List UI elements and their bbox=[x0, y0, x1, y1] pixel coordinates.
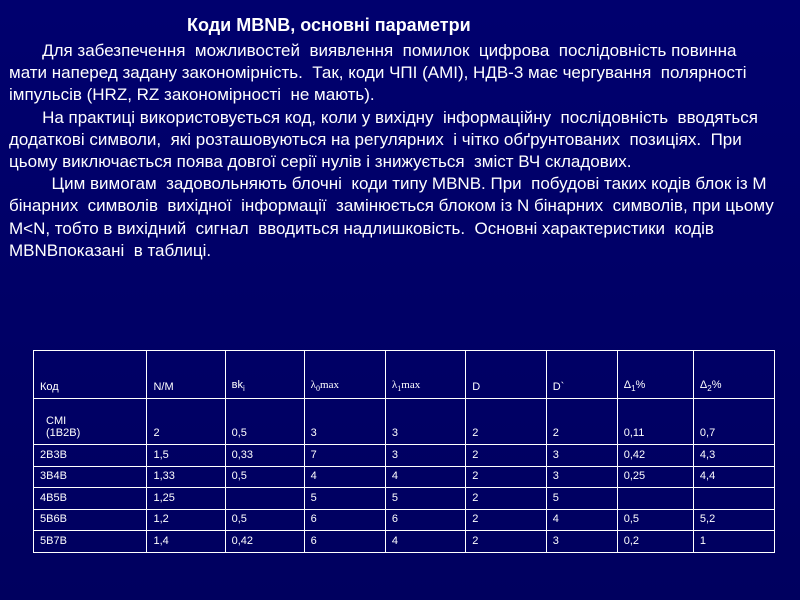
table-row bbox=[34, 488, 775, 510]
table-cell: 1,33 bbox=[147, 466, 225, 488]
table-cell: 1,25 bbox=[147, 488, 225, 510]
table-cell: 1,4 bbox=[147, 531, 225, 553]
body-text bbox=[9, 40, 779, 262]
table-cell bbox=[617, 488, 693, 510]
table-cell: 4,4 bbox=[693, 466, 774, 488]
header-d-prime: D` bbox=[546, 351, 617, 399]
table-cell: 0,5 bbox=[617, 509, 693, 531]
table-cell: 0,42 bbox=[617, 445, 693, 467]
table-cell: 2 bbox=[546, 399, 617, 445]
table-cell: 2 bbox=[466, 399, 547, 445]
table-cell: 5 bbox=[304, 488, 385, 510]
table-cell: 2 bbox=[466, 488, 547, 510]
table-cell: 3 bbox=[304, 399, 385, 445]
table-cell bbox=[693, 488, 774, 510]
table-cell: 0,5 bbox=[225, 509, 304, 531]
table-cell bbox=[225, 488, 304, 510]
paragraph-1: Для забезпечення можливостей виявлення помилок цифрова послідовність повинна мати наперед задану закономірність. Так, коди ЧПІ (АМІ), НДВ-3 має чергування полярності імпульсів (HRZ, RZ закономірності не мають). bbox=[9, 41, 756, 105]
table-cell-code: 2B3B bbox=[34, 445, 147, 467]
paragraph-3: Цим вимогам задовольняють блочні коди типу MBNB. При побудові таких кодів блок із M бінарних символів вихідної інформації замінюється блоком із N бінарних символів, при цьому M<N, тобто в вихідний сигнал вводиться надлишковість. Основні характеристики кодів MBNBпоказані в таблиці. bbox=[9, 174, 779, 260]
parameters-table bbox=[33, 350, 775, 553]
header-lambda0max: $\lambda_0\max$ bbox=[304, 351, 385, 399]
table-cell-code: 5B6B bbox=[34, 509, 147, 531]
slide-title: Коди MBNB, основні параметри bbox=[187, 15, 471, 35]
table-cell: 0,5 bbox=[225, 466, 304, 488]
header-lambda1max: $\lambda_1\max$ bbox=[385, 351, 465, 399]
paragraph-2: На практиці використовується код, коли у вихідну інформаційну послідовність вводяться додаткові символи, які розташовуються на регулярних і чітко обґрунтованих позиціях. При цьому виключається поява довгої серії нулів і знижується зміст ВЧ складових. bbox=[9, 107, 763, 172]
table-cell: 6 bbox=[304, 531, 385, 553]
table-cell-code: 4B5B bbox=[34, 488, 147, 510]
table-cell: 5 bbox=[385, 488, 465, 510]
table-cell-code: 5B7B bbox=[34, 531, 147, 553]
table-cell: 3 bbox=[546, 466, 617, 488]
table-cell: 1,2 bbox=[147, 509, 225, 531]
table-cell: 5 bbox=[546, 488, 617, 510]
table-cell: 4 bbox=[304, 466, 385, 488]
table-cell: 0,25 bbox=[617, 466, 693, 488]
table-cell: 3 bbox=[546, 531, 617, 553]
table-cell: 0,7 bbox=[693, 399, 774, 445]
table-cell: 2 bbox=[466, 531, 547, 553]
table-cell: 6 bbox=[304, 509, 385, 531]
table-cell: 0,33 bbox=[225, 445, 304, 467]
table-cell: 2 bbox=[466, 509, 547, 531]
header-delta1: $\Delta_1\%$ bbox=[617, 351, 693, 399]
table-cell: 7 bbox=[304, 445, 385, 467]
header-delta2: $\Delta_2\%$ bbox=[693, 351, 774, 399]
table-cell: 4 bbox=[385, 466, 465, 488]
table-cell-code: 3B4B bbox=[34, 466, 147, 488]
table-cell: 3 bbox=[385, 399, 465, 445]
parameters-table-wrap bbox=[33, 350, 775, 553]
table-row bbox=[34, 399, 775, 445]
table-cell: 0,11 bbox=[617, 399, 693, 445]
table-cell: 4,3 bbox=[693, 445, 774, 467]
table-cell: 5,2 bbox=[693, 509, 774, 531]
table-cell: 6 bbox=[385, 509, 465, 531]
table-cell: 1 bbox=[693, 531, 774, 553]
header-bki: $вk_i$ bbox=[225, 351, 304, 399]
table-cell: 3 bbox=[385, 445, 465, 467]
table-cell: 4 bbox=[385, 531, 465, 553]
header-n-m: N/M bbox=[147, 351, 225, 399]
table-cell: 1,5 bbox=[147, 445, 225, 467]
header-code: Код bbox=[34, 351, 147, 399]
table-cell: 4 bbox=[546, 509, 617, 531]
table-row bbox=[34, 466, 775, 488]
table-cell: 0,42 bbox=[225, 531, 304, 553]
table-cell: 2 bbox=[147, 399, 225, 445]
table-cell: 0,5 bbox=[225, 399, 304, 445]
table-row bbox=[34, 445, 775, 467]
table-cell: 2 bbox=[466, 466, 547, 488]
table-cell-code: CMI (1B2B) bbox=[34, 399, 147, 445]
header-d: D bbox=[466, 351, 547, 399]
table-cell: 2 bbox=[466, 445, 547, 467]
table-row bbox=[34, 509, 775, 531]
table-row bbox=[34, 531, 775, 553]
table-header-row bbox=[34, 351, 775, 399]
table-cell: 0,2 bbox=[617, 531, 693, 553]
table-cell: 3 bbox=[546, 445, 617, 467]
